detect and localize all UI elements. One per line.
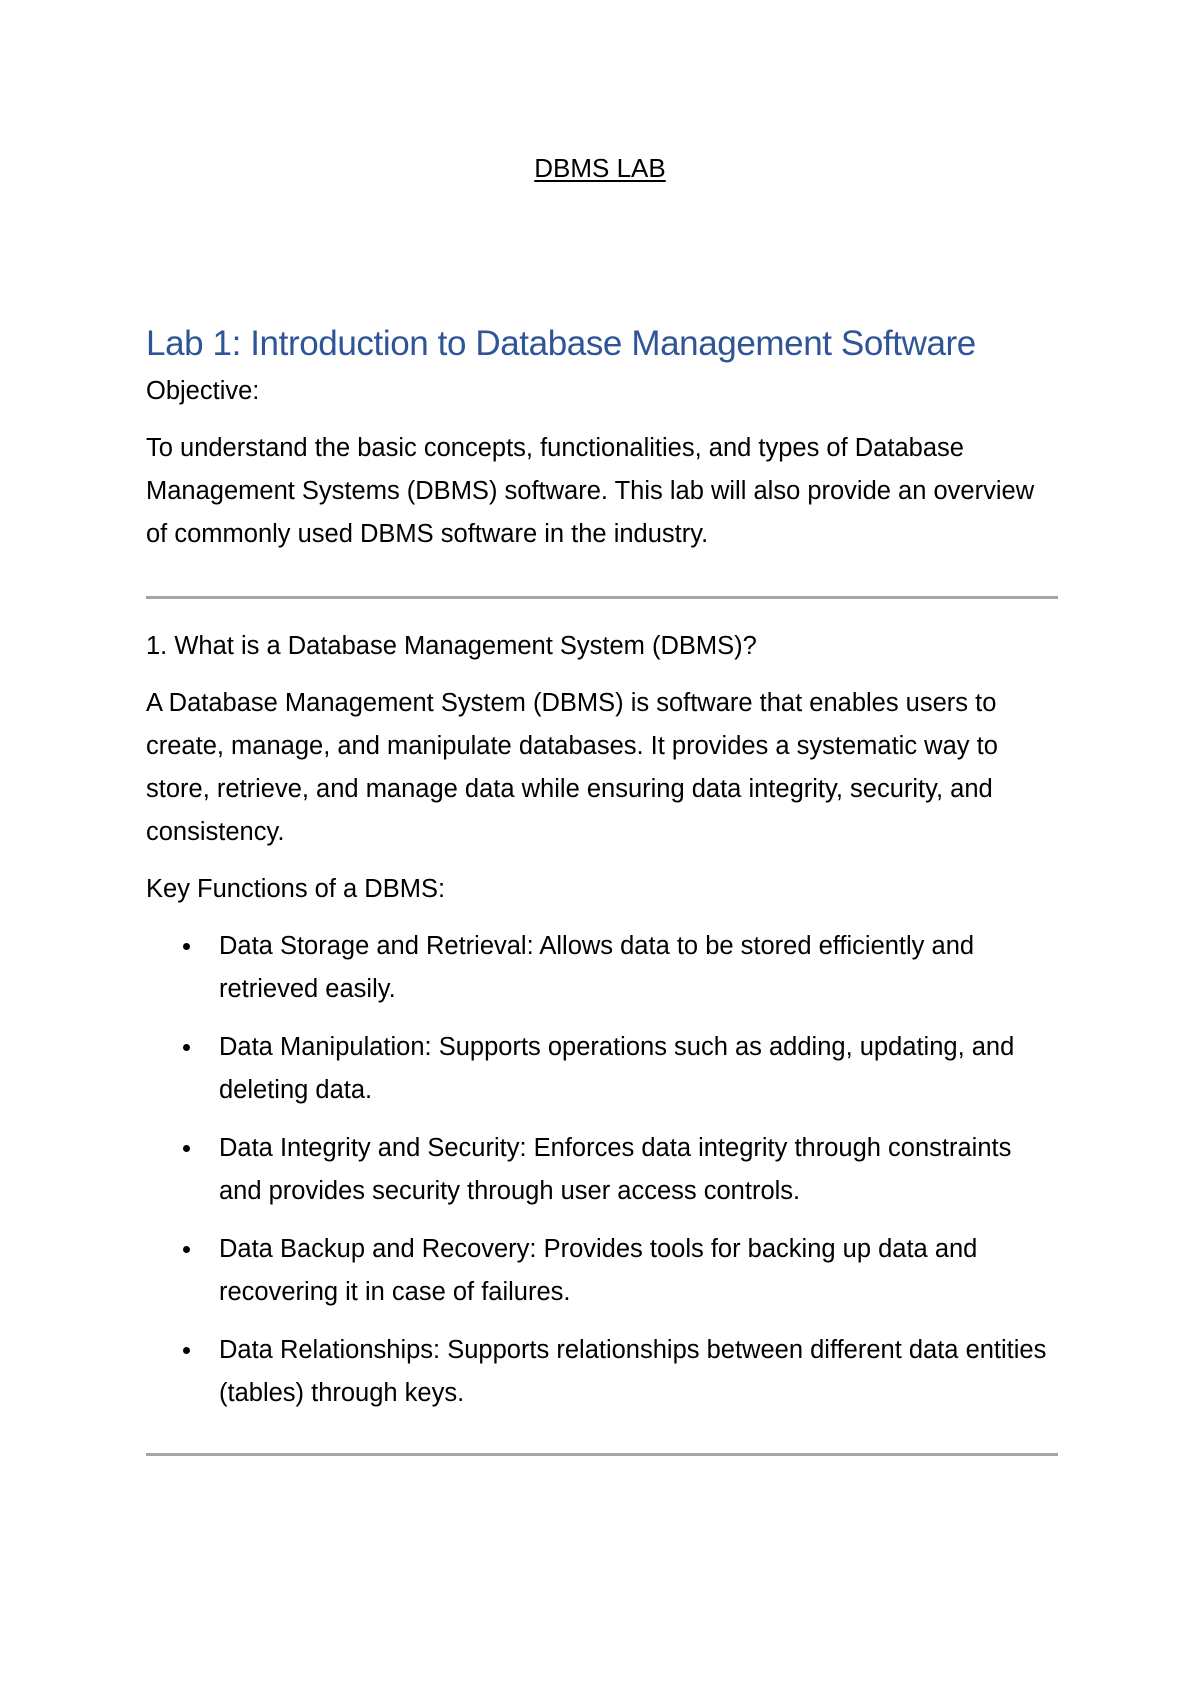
bullet-icon: [183, 1145, 190, 1152]
document-content: [146, 320, 1058, 1456]
objective-label: Objective:: [146, 377, 260, 405]
objective-text: To understand the basic concepts, functionalities, and types of Database Management Systems (DBMS) software. This lab will also provide an overview of commonly used DBMS software in the industry.: [146, 434, 1035, 548]
bullet-icon: [183, 943, 190, 950]
key-functions-label: Key Functions of a DBMS:: [146, 875, 446, 903]
section-divider: [146, 596, 1058, 599]
section-heading: 1. What is a Database Management System (DBMS)?: [146, 632, 757, 660]
list-item-text: Data Relationships: Supports relationships between different data entities (tables) through keys.: [219, 1336, 1047, 1407]
list-item-text: Data Manipulation: Supports operations such as adding, updating, and deleting data.: [219, 1033, 1015, 1104]
list-item: [146, 1228, 1058, 1314]
list-item: [146, 1329, 1058, 1415]
list-item: [146, 1127, 1058, 1213]
section-divider: [146, 1453, 1058, 1456]
list-item-text: Data Integrity and Security: Enforces data integrity through constraints and provides security through user access controls.: [219, 1134, 1012, 1205]
list-item-text: Data Storage and Retrieval: Allows data to be stored efficiently and retrieved easily.: [219, 932, 975, 1003]
list-item-text: Data Backup and Recovery: Provides tools for backing up data and recovering it in case of failures.: [219, 1235, 978, 1306]
document-header-title: DBMS LAB: [534, 153, 666, 183]
list-item: [146, 1026, 1058, 1112]
bullet-icon: [183, 1347, 190, 1354]
section-body: A Database Management System (DBMS) is software that enables users to create, manage, and manipulate databases. It provides a systematic way to store, retrieve, and manage data while ensuring data integrity, security, and consistency.: [146, 689, 998, 846]
bullet-icon: [183, 1246, 190, 1253]
lab-title: Lab 1: Introduction to Database Management Software: [146, 324, 976, 363]
bullet-icon: [183, 1044, 190, 1051]
key-functions-list: [146, 925, 1058, 1415]
list-item: [146, 925, 1058, 1011]
